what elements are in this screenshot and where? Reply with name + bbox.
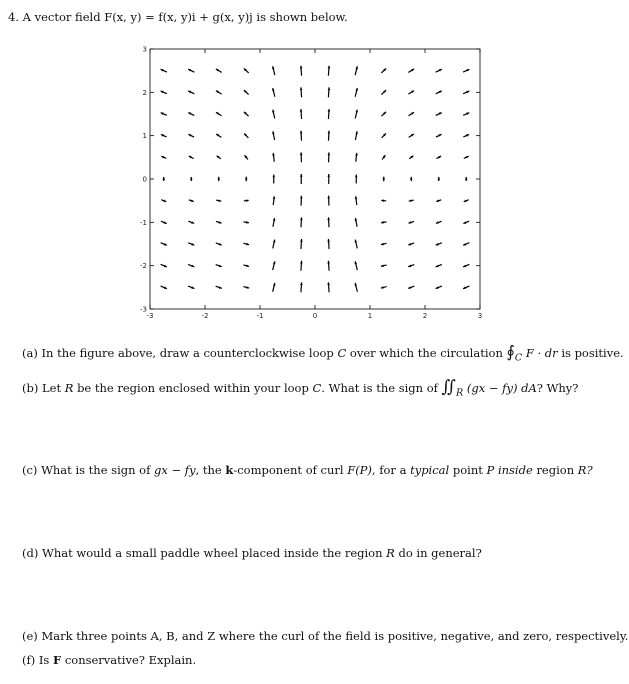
- field-arrow: [408, 112, 414, 115]
- field-arrow: [188, 286, 194, 289]
- y-tick-label: -2: [140, 262, 147, 271]
- field-arrow: [328, 109, 331, 119]
- field-arrow: [161, 199, 166, 201]
- field-arrow: [409, 156, 413, 159]
- field-arrow: [327, 282, 330, 292]
- field-arrow: [436, 243, 442, 246]
- field-arrow: [381, 221, 386, 224]
- question-c-expr: gx − fy: [154, 463, 196, 477]
- field-arrow: [381, 112, 386, 116]
- question-d-text: What would a small paddle wheel placed inside the region: [42, 546, 383, 560]
- field-arrow: [355, 175, 358, 184]
- field-arrow: [355, 218, 358, 227]
- question-c-inside: inside: [497, 463, 533, 477]
- field-arrow: [162, 177, 165, 181]
- x-tick-label: -2: [201, 312, 209, 320]
- field-arrow: [327, 261, 330, 271]
- field-arrow: [436, 113, 442, 116]
- x-tick-label: -3: [146, 312, 154, 320]
- field-arrow: [245, 155, 248, 159]
- question-a-text-before: In the figure above, draw a counterclockwise loop: [41, 346, 334, 360]
- field-arrow: [216, 265, 222, 267]
- field-arrow: [464, 199, 469, 201]
- y-tick-label: 3: [142, 45, 147, 54]
- field-arrow: [300, 109, 303, 119]
- field-arrow: [355, 66, 358, 75]
- field-arrow: [463, 221, 469, 224]
- field-arrow: [161, 243, 167, 246]
- field-arrow: [463, 264, 469, 267]
- field-arrow: [273, 261, 276, 270]
- field-arrow: [436, 221, 442, 223]
- field-arrow: [245, 177, 248, 182]
- field-arrow: [382, 177, 385, 182]
- question-a-integral-sub: C: [514, 352, 523, 364]
- field-arrow: [355, 283, 358, 292]
- question-f-bold-f: F: [53, 653, 62, 667]
- y-tick-label: 1: [142, 132, 147, 141]
- field-arrow: [244, 133, 248, 137]
- field-arrow: [436, 264, 442, 267]
- field-arrow: [161, 221, 167, 224]
- question-a-text-after: is positive.: [561, 346, 624, 360]
- field-arrow: [216, 221, 222, 223]
- field-arrow: [408, 91, 414, 95]
- field-arrow: [381, 286, 387, 289]
- field-arrow: [273, 196, 276, 205]
- field-arrow: [409, 134, 414, 137]
- question-d-text-after: do in general?: [398, 546, 482, 560]
- field-arrow: [328, 152, 331, 162]
- field-arrow: [355, 261, 358, 270]
- question-e-label: (e): [22, 629, 38, 643]
- field-arrow: [216, 286, 222, 289]
- field-arrow: [244, 68, 249, 73]
- field-arrow: [188, 264, 194, 267]
- x-tick-label: 0: [312, 312, 318, 320]
- question-c-curl-expr: F(P): [347, 463, 372, 477]
- field-arrow: [381, 90, 386, 94]
- field-arrow: [328, 66, 331, 76]
- question-f-text-before: Is: [38, 653, 50, 667]
- problem-header: [8, 10, 348, 24]
- field-arrow: [355, 240, 358, 249]
- question-a-integrand: F · dr: [525, 346, 558, 360]
- field-arrow: [188, 243, 194, 246]
- x-tick-label: 3: [477, 312, 483, 320]
- question-b-text-after: ? Why?: [536, 381, 579, 395]
- question-b-text-mid: be the region enclosed within your loop: [77, 381, 309, 395]
- field-arrow: [382, 155, 385, 159]
- field-arrow: [188, 221, 194, 223]
- field-arrow: [300, 66, 303, 76]
- contour-integral-symbol: ∮: [506, 342, 515, 361]
- field-arrow: [243, 286, 249, 289]
- field-arrow: [408, 286, 414, 289]
- field-arrow: [381, 199, 386, 202]
- field-arrow: [244, 90, 249, 94]
- question-b-var-c: C: [312, 381, 322, 395]
- vector-field-plot: [140, 44, 483, 320]
- field-arrow: [272, 153, 275, 162]
- field-arrow: [436, 156, 441, 159]
- field-arrow: [188, 113, 194, 116]
- field-arrow: [216, 91, 222, 95]
- field-arrow: [300, 261, 303, 271]
- question-f-label: (f): [22, 653, 36, 667]
- question-c-text-mid2: -component of curl: [233, 463, 344, 477]
- question-b-var-r: R: [64, 381, 74, 395]
- field-arrow: [463, 113, 469, 116]
- field-arrow: [381, 68, 386, 73]
- question-c-text-mid4: point: [452, 463, 483, 477]
- field-arrow: [188, 134, 194, 137]
- field-arrow: [188, 91, 194, 94]
- question-b-text-mid2: . What is the sign of: [321, 381, 438, 395]
- field-arrow: [272, 175, 275, 184]
- field-arrow: [244, 221, 249, 224]
- question-c-text-before: What is the sign of: [41, 463, 151, 477]
- field-arrow: [436, 286, 442, 289]
- field-arrow: [328, 87, 331, 97]
- field-arrow: [409, 199, 414, 202]
- field-arrow: [216, 69, 222, 73]
- field-arrow: [161, 91, 167, 94]
- question-d-var-r: R: [386, 546, 395, 560]
- field-arrow: [161, 286, 167, 289]
- question-e-text: Mark three points A, B, and Z where the curl of the field is positive, negative, and zero, respectively.: [41, 629, 629, 643]
- field-arrow: [216, 134, 221, 137]
- field-arrow: [161, 264, 167, 267]
- plot-frame: [150, 49, 480, 309]
- question-c-typical: typical: [410, 463, 450, 477]
- field-arrow: [189, 156, 194, 159]
- question-b-label: (b): [22, 381, 39, 395]
- field-arrow: [161, 113, 167, 116]
- field-arrow: [272, 131, 275, 140]
- field-arrow: [408, 243, 414, 245]
- field-arrow: [463, 134, 469, 137]
- field-arrow: [300, 131, 303, 141]
- field-arrow: [436, 134, 442, 137]
- problem-number: 4.: [8, 10, 19, 24]
- field-arrow: [273, 283, 276, 292]
- field-arrow: [243, 243, 249, 246]
- field-arrow: [408, 221, 414, 223]
- field-arrow: [189, 199, 194, 201]
- question-d-label: (d): [22, 546, 39, 560]
- field-arrow: [463, 69, 469, 72]
- field-arrow: [465, 177, 468, 181]
- field-arrow: [273, 240, 276, 249]
- field-arrow: [436, 69, 442, 72]
- field-arrow: [463, 91, 469, 94]
- field-arrow: [244, 112, 249, 116]
- question-a-var-c: C: [337, 346, 347, 360]
- field-arrow: [408, 69, 414, 73]
- y-tick-label: -3: [140, 305, 147, 314]
- field-arrow: [300, 87, 303, 97]
- field-arrow: [436, 199, 441, 201]
- question-b-integrand: (gx − fy) dA: [466, 381, 537, 395]
- field-arrow: [327, 217, 330, 227]
- question-c: [22, 463, 593, 477]
- question-b-integral-sub: R: [456, 387, 464, 399]
- field-arrow: [272, 88, 275, 97]
- field-arrow: [382, 133, 386, 137]
- field-arrow: [216, 243, 222, 245]
- question-c-var-p: P: [486, 463, 495, 477]
- field-arrow: [327, 174, 330, 184]
- y-tick-label: 2: [142, 88, 147, 97]
- question-a-label: (a): [22, 346, 38, 360]
- question-a: [22, 342, 624, 363]
- double-integral-symbol: ∬: [441, 377, 457, 397]
- field-arrow: [437, 177, 440, 181]
- field-arrow: [355, 110, 358, 119]
- question-f-text-after: conservative? Explain.: [64, 653, 197, 667]
- question-c-bold-k: k: [225, 463, 234, 477]
- x-tick-label: 1: [367, 312, 373, 320]
- field-arrow: [216, 112, 222, 115]
- field-arrow: [161, 69, 167, 72]
- field-arrow: [300, 174, 303, 184]
- field-arrow: [244, 199, 249, 202]
- field-arrow: [190, 177, 193, 181]
- field-arrow: [217, 156, 221, 159]
- question-a-text-mid: over which the circulation: [349, 346, 503, 360]
- x-tick-label: -1: [256, 312, 264, 320]
- field-arrow: [463, 286, 469, 289]
- question-c-text-mid3: , for a: [371, 463, 407, 477]
- field-arrow: [410, 177, 413, 181]
- field-arrow: [328, 131, 331, 141]
- field-arrow: [355, 196, 358, 205]
- field-arrow: [300, 239, 303, 249]
- field-arrow: [300, 196, 303, 206]
- question-c-label: (c): [22, 463, 38, 477]
- question-c-var-r: R?: [577, 463, 593, 477]
- field-arrow: [463, 243, 469, 246]
- field-arrow: [381, 243, 387, 246]
- question-e: [22, 629, 628, 643]
- question-d: [22, 546, 482, 560]
- field-arrow: [272, 110, 275, 119]
- question-c-text-after: region: [536, 463, 575, 477]
- question-b-text-before: Let: [42, 381, 62, 395]
- problem-intro: A vector field F(x, y) = f(x, y)i + g(x, y)j is shown below.: [22, 10, 348, 24]
- x-tick-label: 2: [422, 312, 428, 320]
- field-arrow: [300, 282, 303, 292]
- field-arrow: [188, 69, 194, 72]
- field-arrow: [436, 91, 442, 94]
- field-arrow: [381, 264, 387, 267]
- field-arrow: [300, 217, 303, 227]
- field-arrow: [355, 131, 358, 140]
- field-arrow: [161, 134, 167, 137]
- y-tick-label: -1: [140, 218, 147, 227]
- field-arrow: [300, 152, 303, 162]
- field-arrow: [408, 265, 414, 267]
- question-f: [22, 653, 196, 667]
- field-arrow: [273, 218, 276, 227]
- field-arrow: [355, 88, 358, 97]
- field-arrow: [272, 66, 275, 75]
- field-arrow: [161, 156, 166, 158]
- field-arrow: [464, 156, 469, 158]
- field-arrow: [243, 264, 249, 267]
- field-arrow: [327, 196, 330, 206]
- question-c-text-mid: , the: [195, 463, 222, 477]
- y-tick-label: 0: [142, 175, 147, 184]
- field-arrow: [216, 199, 221, 202]
- field-arrow: [327, 239, 330, 249]
- field-arrow: [217, 177, 220, 181]
- question-b: [22, 377, 578, 398]
- field-arrow: [355, 153, 358, 162]
- vector-field-svg: [140, 44, 483, 320]
